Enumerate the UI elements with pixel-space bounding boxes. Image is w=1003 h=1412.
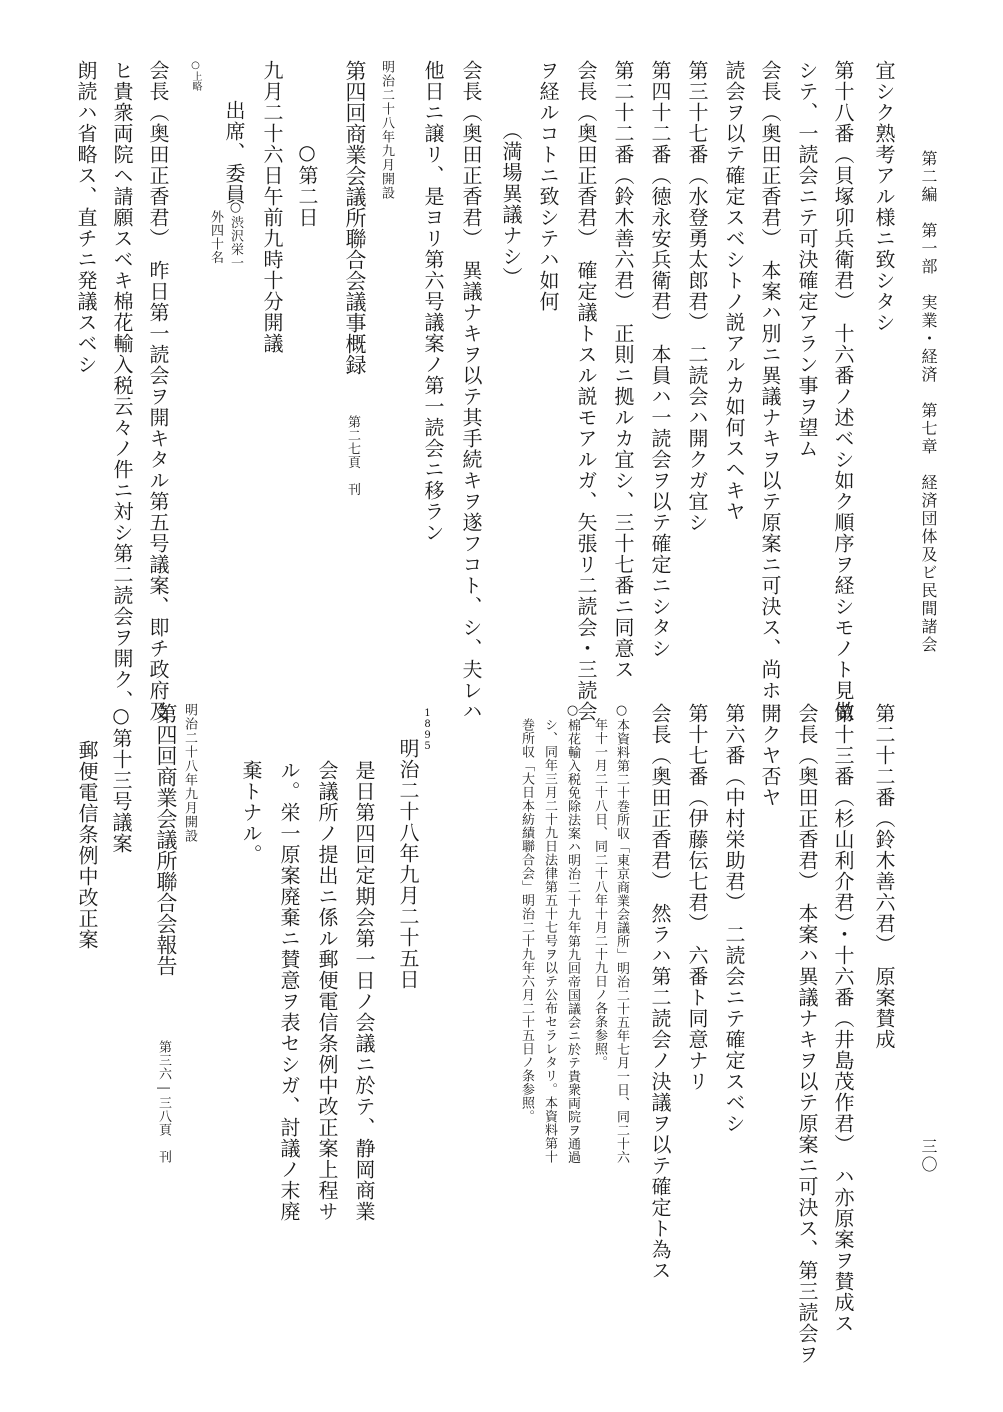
upper-line-3: シテ、一読会ニテ可決確定アラン事ヲ望ム xyxy=(795,60,819,459)
record-speech-2: ヒ貴衆両院ヘ請願スベキ棉花輸入税云々ノ件ニ対シ第二読会ヲ開ク、 xyxy=(110,60,134,711)
upper-line-7: 第四十二番（徳永安兵衛君） 本員ハ一読会ヲ以テ確定ニシタシ xyxy=(648,60,672,659)
record-title: 第四回商業会議所聯合会議事概録 xyxy=(343,60,367,375)
entry-line-2: 会議所ノ提出ニ係ル郵便電信条例中改正案上程サ xyxy=(315,760,339,1222)
report-bill: 郵便電信条例中改正案 xyxy=(75,740,99,950)
lower-line-4: 開クヤ否ヤ xyxy=(758,703,782,808)
upper-line-6: 第三十七番（水登勇太郎君） 二読会ハ開クガ宜シ xyxy=(685,60,709,533)
note-line-4: シ、同年三月二十九日法律第五十七号ヲ以テ公布セラレタリ。本資料第十 xyxy=(542,718,557,1164)
entry-line-1: 是日第四回定期会第一日ノ会議ニ於テ、静岡商業 xyxy=(352,760,376,1222)
report-title: 第四回商業会議所聯合会報告 xyxy=(154,703,178,976)
note-line-1: ○本資料第二十巻所収「東京商業会議所」明治二十五年七月一日、同二十六 xyxy=(614,703,629,1164)
record-omit: ○上略 xyxy=(190,60,201,91)
upper-line-8: 第二十二番（鈴木善六君） 正則ニ拠ルカ宜シ、三十七番ニ同意ス xyxy=(611,60,635,680)
note-line-5: 巻所収「大日本紡績聯合会」明治二十九年六月二十五日ノ条参照。 xyxy=(519,718,534,1123)
lower-line-2: 第十三番（杉山利介君）・十六番（井島茂作君） ハ亦原案ヲ賛成ス xyxy=(831,703,855,1334)
record-speech-3: 朗読ハ省略ス、直チニ発議スベシ xyxy=(74,60,98,375)
upper-line-13: 他日ニ譲リ、是ヨリ第六号議案ノ第一読会ニ移ラン xyxy=(421,60,445,543)
record-attend-a: ○渋沢栄一 xyxy=(228,200,243,270)
upper-line-4: 会長（奥田正香君） 本案ハ別ニ異議ナキヲ以テ原案ニ可決ス、尚ホ一 xyxy=(758,60,782,722)
record-ref: 第二七頁 刊 xyxy=(345,415,360,496)
entry-line-4: 棄トナル。 xyxy=(239,760,263,865)
lower-line-6: 第十七番（伊藤伝七君） 六番ト同意ナリ xyxy=(685,703,709,1092)
record-speech-1: 会長（奥田正香君） 昨日第一読会ヲ開キタル第五号議案、即チ政府及 xyxy=(146,60,170,722)
report-agenda: ○第十三号議案 xyxy=(109,703,133,854)
page-number: 三〇 xyxy=(919,1138,938,1174)
upper-line-2: 第十八番（貝塚卯兵衛君） 十六番ノ述ベシ如ク順序ヲ経シモノト見做 xyxy=(831,60,855,722)
note-line-2: 年十一月二十八日、同二十八年十月二十九日ノ各条参照。 xyxy=(592,718,607,1069)
record-attend: 出席、委員 xyxy=(222,100,246,205)
entry-line-3: ル。栄一原案廃棄ニ賛意ヲ表セシガ、討議ノ末廃 xyxy=(277,760,301,1222)
record-day: ○第二日 xyxy=(295,140,319,228)
entry-western-year: 1895 xyxy=(422,708,433,752)
upper-line-12: 会長（奥田正香君） 異議ナキヲ以テ其手続キヲ遂フコト、シ、夫レハ xyxy=(459,60,483,722)
report-ref: 第三六―三八頁 刊 xyxy=(156,1040,171,1164)
note-line-3: ○棉花輸入税免除法案ハ明治二十九年第九回帝国議会ニ於テ貴衆両院ヲ通過 xyxy=(565,703,580,1164)
lower-line-7: 会長（奥田正香君） 然ラハ第二読会ノ決議ヲ以テ確定ト為ス xyxy=(648,703,672,1281)
running-head: 第二編 第一部 実業・経済 第七章 経済団体及ビ民間諸会 xyxy=(919,150,938,654)
upper-line-9: 会長（奥田正香君） 確定議トスル説モアルガ、矢張リ二読会・三読会 xyxy=(574,60,598,722)
upper-line-11: （満場異議ナシ） xyxy=(499,120,523,288)
record-attend-b: 外四十名 xyxy=(208,210,223,264)
upper-line-5: 読会ヲ以テ確定スベシトノ説アルカ如何スヘキヤ xyxy=(722,60,746,522)
record-open: 九月二十六日午前九時十分開議 xyxy=(260,60,284,354)
entry-date: 明治二十八年九月二十五日 xyxy=(396,738,420,990)
lower-line-5: 第六番（中村栄助君） 二読会ニテ確定スベシ xyxy=(722,703,746,1134)
upper-line-10: ヲ経ルコトニ致シテハ如何 xyxy=(536,60,560,312)
record-year: 明治二十八年九月開設 xyxy=(379,60,394,200)
lower-line-3: 会長（奥田正香君） 本案ハ異議ナキヲ以テ原案ニ可決ス、第三読会ヲ xyxy=(795,703,819,1365)
report-year: 明治二十八年九月開設 xyxy=(182,703,197,843)
upper-line-1: 宜シク熟考アル様ニ致シタシ xyxy=(872,60,896,333)
lower-line-1: 第二十二番（鈴木善六君） 原案賛成 xyxy=(872,703,896,1050)
